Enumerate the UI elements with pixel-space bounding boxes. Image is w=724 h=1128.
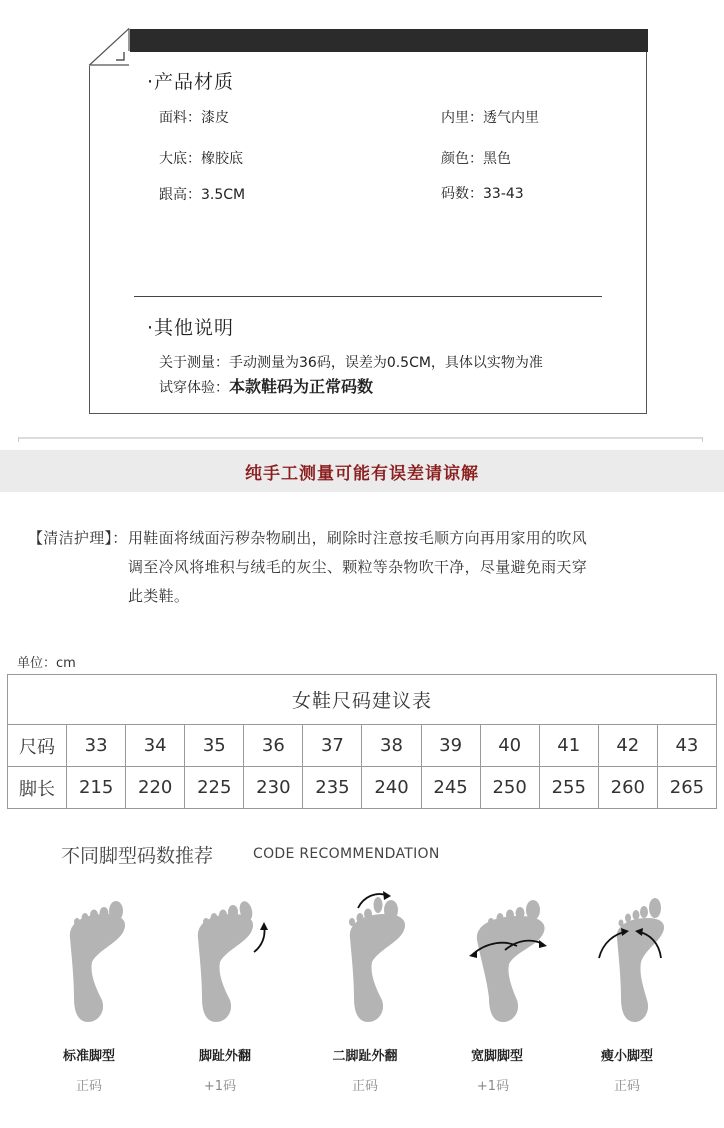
wide-foot-icon (465, 890, 565, 1030)
table-cell: 40 (480, 725, 539, 767)
row-header: 脚长 (8, 767, 67, 809)
attr-heel-height: 跟高：3.5CM (159, 187, 246, 203)
table-cell: 255 (539, 767, 598, 809)
note-fit: 试穿体验：本款鞋码为正常码数 (159, 377, 374, 396)
foot-size-label: +1码 (476, 1079, 510, 1094)
attr-color: 颜色：黑色 (441, 151, 511, 167)
table-cell: 35 (185, 725, 244, 767)
table-cell: 38 (362, 725, 421, 767)
table-cell: 34 (126, 725, 185, 767)
table-cell: 225 (185, 767, 244, 809)
table-cell: 42 (598, 725, 657, 767)
foot-type-label: 脚趾外翻 (198, 1049, 251, 1064)
foot-size-label: 正码 (351, 1079, 378, 1094)
standard-foot-icon (50, 890, 150, 1030)
foot-size-label: +1码 (203, 1079, 237, 1094)
table-cell: 43 (657, 725, 716, 767)
attr-size-range: 码数：33-43 (441, 186, 524, 202)
attr-fabric: 面料：漆皮 (159, 110, 229, 126)
recommendation-subtitle: CODE RECOMMENDATION (253, 846, 440, 862)
table-cell: 215 (67, 767, 126, 809)
table-cell: 260 (598, 767, 657, 809)
table-cell: 39 (421, 725, 480, 767)
other-section-title: ·其他说明 (147, 317, 235, 339)
material-section-title: ·产品材质 (147, 71, 235, 93)
unit-label: 单位：cm (17, 656, 76, 671)
narrow-foot-icon (595, 890, 695, 1030)
table-cell: 240 (362, 767, 421, 809)
disclaimer-banner (0, 450, 724, 492)
care-label: 【清洁护理】： (28, 529, 128, 547)
table-cell: 41 (539, 725, 598, 767)
separator-line (18, 437, 703, 439)
table-cell: 265 (657, 767, 716, 809)
table-cell: 250 (480, 767, 539, 809)
second-toe-valgus-foot-icon (330, 890, 430, 1030)
page-fold-icon (89, 28, 131, 66)
care-line: 此类鞋。 (128, 587, 190, 605)
row-header: 尺码 (8, 725, 67, 767)
attr-lining: 内里：透气内里 (441, 110, 539, 126)
size-chart-table (7, 674, 717, 809)
table-cell: 245 (421, 767, 480, 809)
toe-valgus-foot-icon (178, 890, 278, 1030)
section-divider (134, 296, 602, 297)
table-cell: 235 (303, 767, 362, 809)
care-instructions (28, 524, 588, 605)
care-line: 调至冷风将堆积与绒毛的灰尘、颗粒等杂物吹干净，尽量避免雨天穿 (128, 558, 588, 576)
recommendation-title: 不同脚型码数推荐 (61, 845, 214, 867)
size-chart-title: 女鞋尺码建议表 (8, 675, 717, 725)
disclaimer-text: 纯手工测量可能有误差请谅解 (245, 463, 479, 484)
foot-type-label: 二脚趾外翻 (332, 1049, 398, 1064)
care-line: 用鞋面将绒面污秽杂物刷出，刷除时注意按毛顺方向再用家用的吹风 (128, 529, 588, 547)
card-header-bar (130, 29, 648, 52)
table-cell: 220 (126, 767, 185, 809)
attr-sole: 大底：橡胶底 (159, 151, 243, 167)
foot-size-label: 正码 (613, 1079, 640, 1094)
foot-size-label: 正码 (75, 1079, 102, 1094)
table-cell: 33 (67, 725, 126, 767)
table-cell: 230 (244, 767, 303, 809)
foot-type-label: 标准脚型 (62, 1049, 115, 1064)
table-row (8, 767, 717, 809)
table-cell: 36 (244, 725, 303, 767)
note-measurement: 关于测量：手动测量为36码，误差为0.5CM，具体以实物为准 (159, 355, 543, 371)
table-row (8, 725, 717, 767)
product-info-card (89, 29, 647, 414)
foot-type-label: 瘦小脚型 (600, 1049, 653, 1064)
foot-type-label: 宽脚脚型 (470, 1049, 523, 1064)
table-cell: 37 (303, 725, 362, 767)
